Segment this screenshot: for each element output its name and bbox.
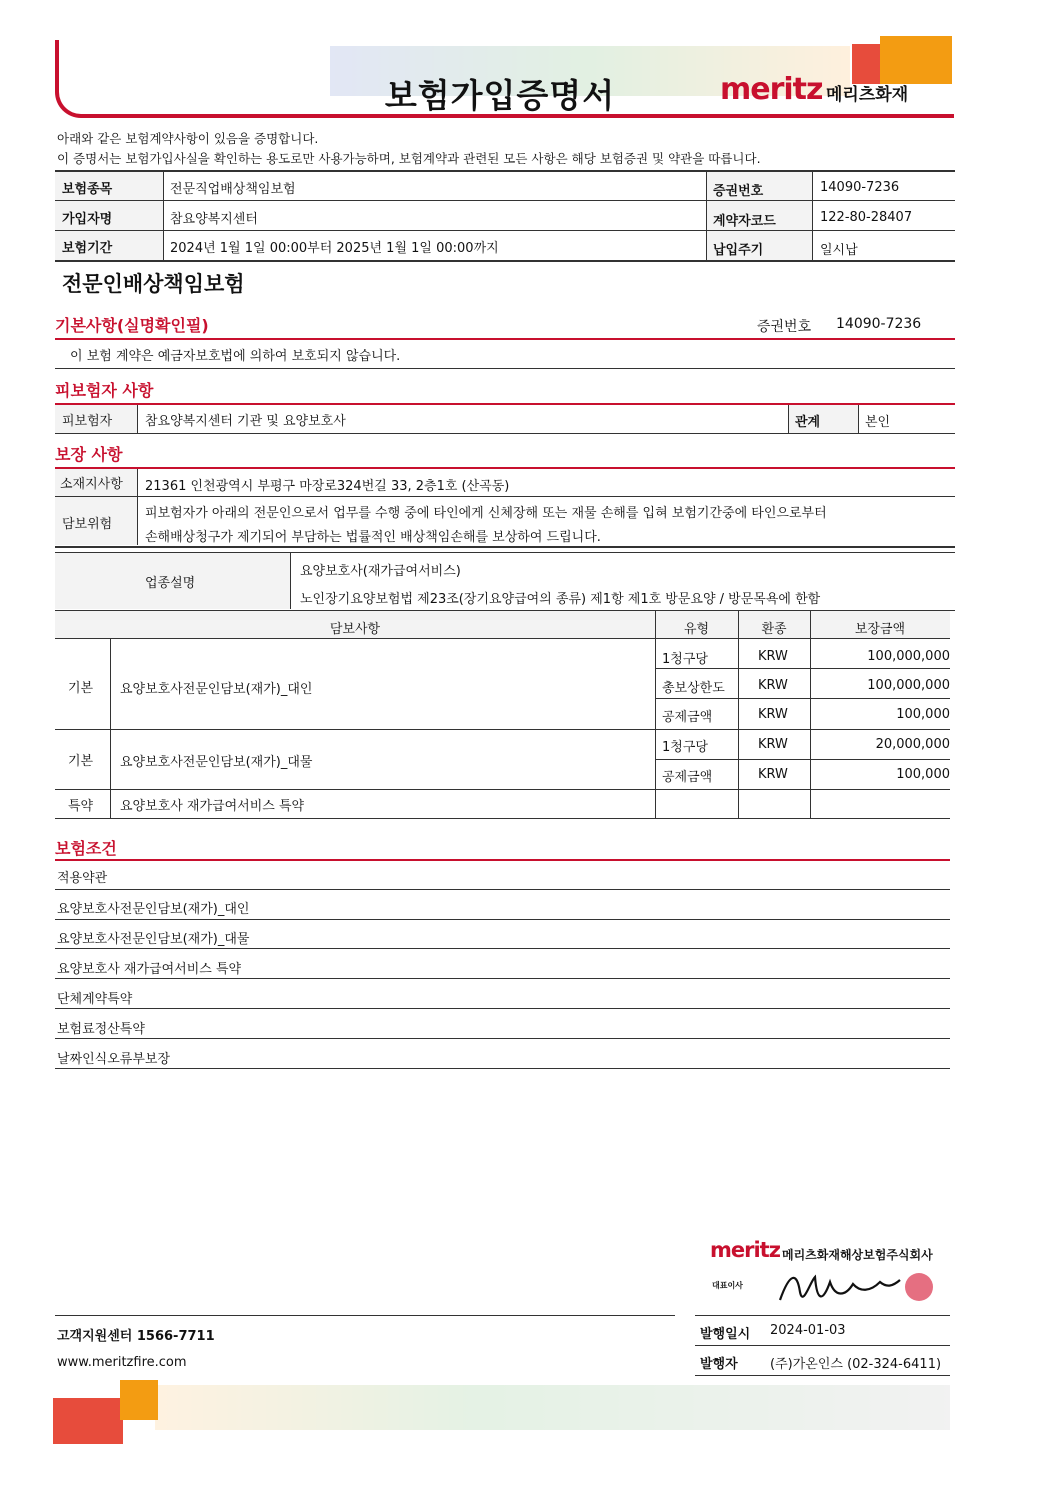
section-rule — [55, 338, 955, 340]
col-header-amount: 보장금액 — [854, 622, 906, 637]
insured-label: 피보험자 — [62, 414, 113, 429]
business-line-1: 요양보호사(재가급여서비스) — [300, 564, 461, 579]
summary-divider — [812, 172, 813, 260]
divider — [655, 611, 656, 818]
row-rule — [55, 1038, 950, 1039]
product-title: 전문인배상책임보험 — [62, 272, 245, 296]
row-rule — [55, 978, 950, 979]
page-title: 보험가입증명서 — [384, 76, 616, 115]
footer-rule — [695, 1345, 950, 1346]
relation-value: 본인 — [865, 415, 891, 430]
ceo-label: 대표이사 — [712, 1281, 743, 1290]
intro-line-1: 아래와 같은 보험계약사항이 있음을 증명합니다. — [57, 131, 319, 146]
issuer-label: 발행자 — [700, 1357, 738, 1372]
cov-type: 총보상한도 — [662, 681, 725, 696]
footer-corner-orange — [120, 1380, 158, 1420]
row-rule — [55, 789, 950, 790]
col-header-type: 유형 — [683, 622, 710, 637]
address-label: 소재지사항 — [60, 477, 123, 492]
section-heading-basic: 기본사항(실명확인필) — [55, 316, 209, 335]
cov-name: 요양보호사전문인담보(재가)_대물 — [120, 755, 313, 770]
signature-brand: meritz — [710, 1238, 780, 1262]
row-rule — [655, 698, 950, 699]
summary-divider — [163, 172, 164, 260]
intro-line-2: 이 증명서는 보험가입사실을 확인하는 용도로만 사용가능하며, 보험계약과 관련된 모든 사항은 해당 보험증권 및 약관을 따릅니다. — [57, 151, 761, 166]
row-rule — [55, 552, 955, 553]
business-label: 업종설명 — [145, 576, 196, 591]
ceo-signature — [775, 1262, 945, 1312]
condition-item: 적용약관 — [57, 871, 108, 886]
cov-amount: 20,000,000 — [875, 737, 950, 752]
issuer: (주)가온인스 (02-324-6411) — [770, 1357, 942, 1372]
cov-currency: KRW — [758, 767, 788, 782]
issue-date: 2024-01-03 — [770, 1323, 846, 1338]
cov-type: 공제금액 — [662, 770, 713, 785]
row-rule — [655, 668, 950, 669]
summary-rule — [55, 230, 955, 231]
summary-value: 2024년 1월 1일 00:00부터 2025년 1월 1일 00:00까지 — [170, 241, 499, 256]
footer-watermark — [55, 1380, 950, 1440]
row-rule — [55, 948, 950, 949]
summary-rule — [55, 200, 955, 201]
cov-kind: 기본 — [68, 754, 94, 769]
policy-no: 14090-7236 — [836, 316, 922, 332]
condition-item: 단체계약특약 — [57, 992, 133, 1007]
row-rule — [55, 818, 950, 819]
summary-label: 계약자코드 — [713, 214, 776, 229]
risk-line-2: 손해배상청구가 제기되어 부담하는 법률적인 배상책임손해를 보상하여 드립니다. — [145, 530, 601, 545]
insured-value: 참요양복지센터 기관 및 요양보호사 — [145, 414, 346, 429]
policy-no-label: 증권번호 — [757, 319, 812, 335]
meritz-logo: meritz — [720, 72, 823, 107]
cov-currency: KRW — [758, 737, 788, 752]
summary-bottom-rule — [55, 260, 955, 262]
summary-divider — [706, 172, 707, 260]
cov-kind: 기본 — [68, 681, 94, 696]
website-link[interactable]: www.meritzfire.com — [57, 1355, 187, 1370]
summary-value: 참요양복지센터 — [170, 212, 258, 227]
cov-amount: 100,000 — [896, 767, 950, 782]
row-rule — [655, 759, 950, 760]
divider — [788, 405, 789, 433]
cov-type: 1청구당 — [662, 740, 708, 755]
deposit-notice: 이 보험 계약은 예금자보호법에 의하여 보호되지 않습니다. — [70, 349, 401, 364]
cov-type: 1청구당 — [662, 652, 708, 667]
divider — [110, 638, 111, 818]
row-rule — [55, 919, 950, 920]
cov-name: 요양보호사전문인담보(재가)_대인 — [120, 682, 313, 697]
divider — [738, 611, 739, 818]
section-rule — [55, 433, 955, 434]
footer-rule — [695, 1315, 950, 1316]
footer-rule — [695, 1375, 950, 1376]
footer-rule — [55, 1315, 675, 1316]
summary-value: 122-80-28407 — [820, 210, 913, 225]
cov-currency: KRW — [758, 649, 788, 664]
cov-name: 요양보호사 재가급여서비스 특약 — [120, 799, 305, 814]
cov-type: 공제금액 — [662, 710, 713, 725]
issue-date-label: 발행일시 — [700, 1327, 751, 1342]
footer-corner-red — [53, 1398, 123, 1444]
summary-label: 납입주기 — [713, 243, 764, 258]
section-rule — [55, 467, 955, 469]
row-rule — [55, 1008, 950, 1009]
risk-line-1: 피보험자가 아래의 전문인으로서 업무를 수행 중에 타인에게 신체장해 또는 재물 손해를 입혀 보험기간중에 타인으로부터 — [145, 506, 827, 521]
condition-item: 요양보호사 재가급여서비스 특약 — [57, 962, 242, 977]
summary-value: 일시납 — [820, 243, 858, 258]
divider — [290, 553, 291, 609]
cov-amount: 100,000,000 — [867, 649, 950, 664]
row-rule — [55, 729, 950, 730]
customer-center: 고객지원센터 1566-7711 — [57, 1329, 215, 1344]
section-heading-coverage: 보장 사항 — [55, 445, 123, 464]
condition-item: 날짜인식오류부보장 — [57, 1052, 171, 1067]
divider — [858, 405, 859, 433]
signature-company: 메리츠화재해상보험주식회사 — [782, 1248, 933, 1262]
row-rule — [55, 546, 955, 548]
section-rule — [55, 859, 950, 861]
summary-label: 증권번호 — [713, 184, 764, 199]
row-rule — [55, 496, 955, 497]
divider — [137, 405, 138, 433]
summary-label: 가입자명 — [62, 212, 113, 227]
address-value: 21361 인천광역시 부평구 마장로324번길 33, 2층1호 (산곡동) — [145, 479, 510, 494]
cov-currency: KRW — [758, 707, 788, 722]
summary-value: 전문직업배상책임보험 — [170, 182, 296, 197]
relation-label: 관계 — [795, 415, 821, 430]
row-rule — [55, 638, 950, 639]
divider — [137, 469, 138, 545]
col-header-item: 담보사항 — [329, 622, 381, 637]
summary-label: 보험종목 — [62, 182, 113, 197]
section-rule — [55, 368, 955, 369]
row-rule — [55, 889, 950, 890]
section-heading-conditions: 보험조건 — [55, 839, 117, 858]
condition-item: 보험료정산특약 — [57, 1022, 145, 1037]
condition-item: 요양보호사전문인담보(재가)_대인 — [57, 902, 250, 917]
cov-amount: 100,000,000 — [867, 678, 950, 693]
summary-value: 14090-7236 — [820, 180, 900, 195]
condition-item: 요양보호사전문인담보(재가)_대물 — [57, 932, 250, 947]
cov-amount: 100,000 — [896, 707, 950, 722]
cov-kind: 특약 — [68, 799, 94, 814]
company-logo-text: 메리츠화재 — [826, 85, 909, 105]
cov-currency: KRW — [758, 678, 788, 693]
section-heading-insured: 피보험자 사항 — [55, 381, 154, 400]
row-rule — [55, 1068, 950, 1069]
col-header-currency: 환종 — [761, 622, 787, 637]
summary-label: 보험기간 — [62, 241, 113, 256]
risk-label: 담보위험 — [62, 517, 113, 532]
business-line-2: 노인장기요양보험법 제23조(장기요양급여의 종류) 제1항 제1호 방문요양 / 방문목욕에 한함 — [300, 592, 821, 607]
summary-top-rule — [55, 170, 955, 172]
